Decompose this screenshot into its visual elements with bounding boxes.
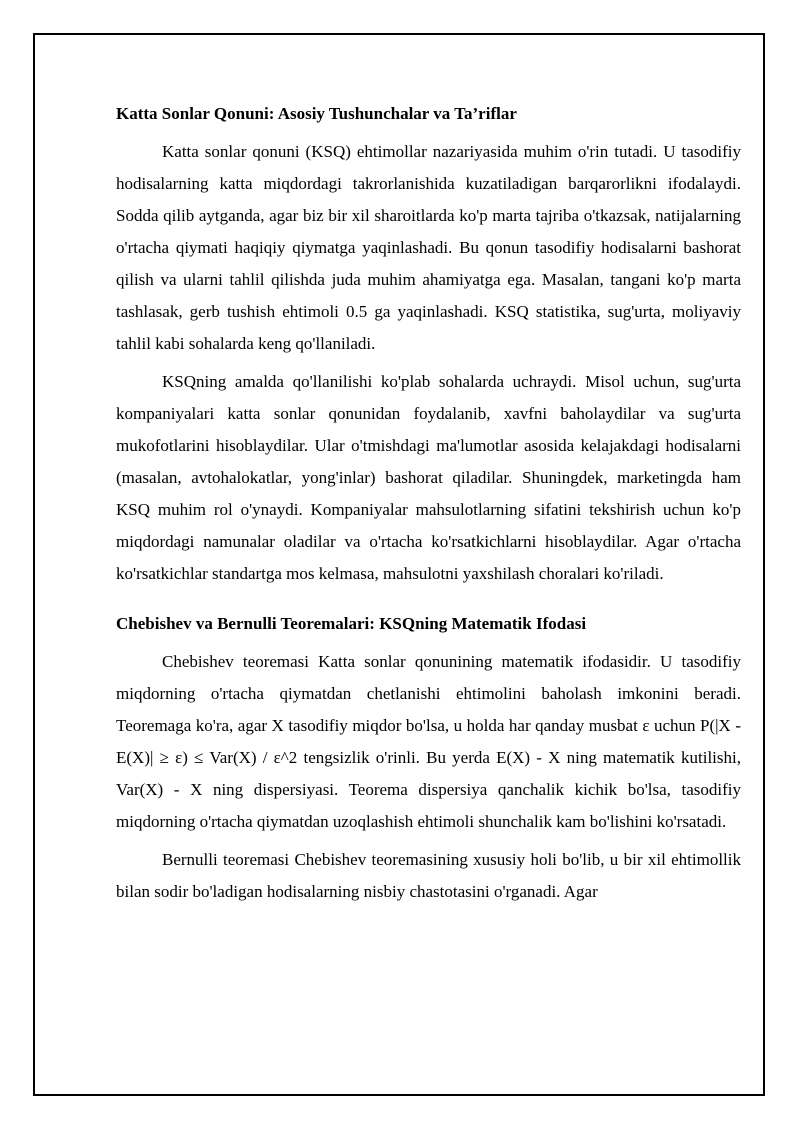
paragraph-bernulli: Bernulli teoremasi Chebishev teoremasining xususiy holi bo'lib, u bir xil ehtimollik bilan sodir bo'ladigan hodisalarning nisbiy chastotasini o'rganadi. Agar [116, 850, 741, 901]
section-heading-katta-sonlar: Katta Sonlar Qonuni: Asosiy Tushunchalar va Ta’riflar [116, 104, 517, 123]
paragraph-chebishev: Chebishev teoremasi Katta sonlar qonunining matematik ifodasidir. U tasodifiy miqdorning o'rtacha qiymatdan chetlanishi ehtimolini baholash imkonini beradi. Teoremaga ko'ra, agar X tasodifiy miqdor bo'lsa, u holda har qanday musbat ε uchun P(|X - E(X)| ≥ ε) ≤ Var(X) / ε^2 tengsizlik o'rinli. Bu yerda E(X) - X ning matematik kutilishi, Var(X) - X ning dispersiyasi. Teorema dispersiya qanchalik kichik bo'lsa, tasodifiy miqdorning o'rtacha qiymatdan uzoqlashish ehtimoli shunchalik kam bo'lishini ko'rsatadi. [116, 652, 741, 831]
paragraph-ksq-intro: Katta sonlar qonuni (KSQ) ehtimollar nazariyasida muhim o'rin tutadi. U tasodifiy hodisalarning katta miqdordagi takrorlanishida kuzatiladigan barqarorlikni ifodalaydi. Sodda qilib aytganda, agar biz bir xil sharoitlarda ko'p marta tajriba o'tkazsak, natijalarning o'rtacha qiymati haqiqiy qiymatga yaqinlashadi. Bu qonun tasodifiy hodisalarni bashorat qilish va ularni tahlil qilishda juda muhim ahamiyatga ega. Masalan, tangani ko'p marta tashlasak, gerb tushish ehtimoli 0.5 ga yaqinlashadi. KSQ statistika, sug'urta, moliyaviy tahlil kabi sohalarda keng qo'llaniladi. [116, 142, 741, 353]
section-heading-chebishev-bernulli: Chebishev va Bernulli Teoremalari: KSQning Matematik Ifodasi [116, 614, 587, 633]
document-body [116, 98, 741, 908]
paragraph-ksq-application: KSQning amalda qo'llanilishi ko'plab sohalarda uchraydi. Misol uchun, sug'urta kompaniyalari katta sonlar qonunidan foydalanib, xavfni baholaydilar va sug'urta mukofotlarini hisoblaydilar. Ular o'tmishdagi ma'lumotlar asosida kelajakdagi hodisalarni (masalan, avtohalokatlar, yong'inlar) bashorat qiladilar. Shuningdek, marketingda ham KSQ muhim rol o'ynaydi. Kompaniyalar mahsulotlarning sifatini tekshirish uchun ko'p miqdordagi namunalar oladilar va o'rtacha ko'rsatkichlarni hisoblaydilar. Agar o'rtacha ko'rsatkichlar standartga mos kelmasa, mahsulotni yaxshilash choralari ko'riladi. [116, 372, 741, 583]
